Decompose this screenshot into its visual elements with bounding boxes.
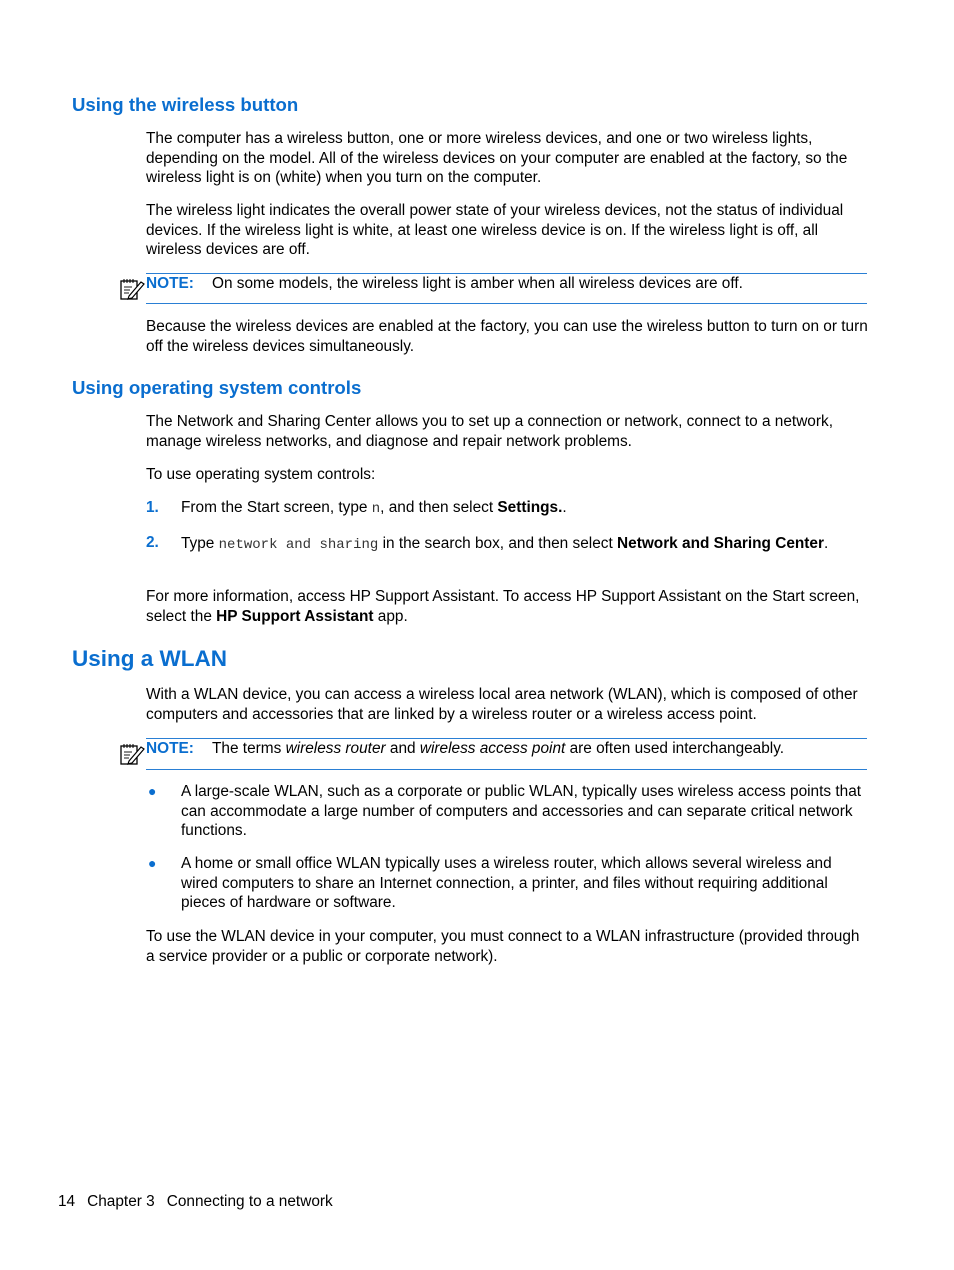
note-text: and — [385, 740, 420, 757]
inline-code: n — [371, 501, 381, 517]
step-text: in the search box, and then select — [378, 535, 618, 552]
step-text: Type — [181, 535, 219, 552]
step-text: . — [823, 535, 829, 552]
note-text: On some models, the wireless light is amber when all wireless devices are off. — [212, 275, 743, 292]
step-text: . — [562, 499, 567, 516]
paragraph: Because the wireless devices are enabled at the factory, you can use the wireless button to turn on or turn off the wireless devices simultaneously. — [146, 318, 868, 355]
step-number: 2. — [146, 534, 159, 551]
bold-term: HP Support Assistant — [216, 608, 374, 625]
footer-chapter: Chapter 3 — [87, 1193, 155, 1210]
bold-term: Settings. — [497, 499, 563, 516]
list-item-step-1 — [146, 498, 866, 520]
page-footer — [58, 1192, 345, 1212]
inline-code: network and sharing — [218, 537, 379, 553]
bullet-item — [146, 854, 866, 913]
section-heading-wireless-button: Using the wireless button — [72, 94, 299, 115]
paragraph-text: For more information, access HP Support Assistant. To access HP Support Assistant on the Start screen, select the — [146, 588, 860, 625]
paragraph: With a WLAN device, you can access a wireless local area network (WLAN), which is composed of other computers and accessories that are linked by a wireless router or a wireless access point. — [146, 686, 858, 723]
note-emphasis: wireless router — [285, 740, 386, 757]
note-pencil-icon — [119, 741, 145, 767]
paragraph-text: app. — [373, 608, 408, 625]
paragraph: To use the WLAN device in your computer, you must connect to a WLAN infrastructure (provided through a service provider or a public or corporate network). — [146, 928, 860, 965]
list-item-step-2 — [146, 533, 866, 556]
note-label: NOTE: — [146, 740, 194, 757]
footer-chapter-title: Connecting to a network — [166, 1193, 333, 1210]
step-text: From the Start screen, type — [181, 499, 372, 516]
page-number: 14 — [58, 1193, 76, 1210]
bullet-item — [146, 782, 866, 841]
paragraph: The wireless light indicates the overall power state of your wireless devices, not the status of individual devices. If the wireless light is white, at least one wireless device is on. If the wireless light is off, all wireless devices are off. — [146, 202, 844, 258]
note-box — [146, 273, 867, 304]
step-text: , and then select — [380, 499, 498, 516]
step-number: 1. — [146, 499, 159, 516]
paragraph: The Network and Sharing Center allows you to set up a connection or network, connect to a network, manage wireless networks, and diagnose and repair network problems. — [146, 413, 833, 450]
section-heading-os-controls: Using operating system controls — [72, 377, 362, 398]
note-label: NOTE: — [146, 275, 194, 292]
bullet-icon: ● — [148, 855, 157, 871]
bullet-text: A large-scale WLAN, such as a corporate or public WLAN, typically uses wireless access points that can accommodate a large number of computers and accessories and can separate critical network functions. — [181, 783, 862, 839]
paragraph: The computer has a wireless button, one or more wireless devices, and one or two wireless lights, depending on the model. All of the wireless devices on your computer are enabled at the factory, so the wireless light is on (white) when you turn on the computer. — [146, 130, 848, 186]
note-box — [146, 738, 867, 770]
note-pencil-icon — [119, 276, 145, 302]
note-text: are often used interchangeably. — [565, 740, 785, 757]
note-emphasis: wireless access point — [419, 740, 566, 757]
bullet-text: A home or small office WLAN typically uses a wireless router, which allows several wireless and wired computers to share an Internet connection, a printer, and files without requiring additional pieces of hardware or software. — [181, 855, 832, 911]
paragraph — [146, 587, 870, 627]
paragraph: To use operating system controls: — [146, 466, 376, 483]
bullet-icon: ● — [148, 783, 157, 799]
chapter-heading-wlan: Using a WLAN — [72, 646, 227, 671]
note-text: The terms — [212, 740, 286, 757]
bold-term: Network and Sharing Center — [617, 535, 824, 552]
